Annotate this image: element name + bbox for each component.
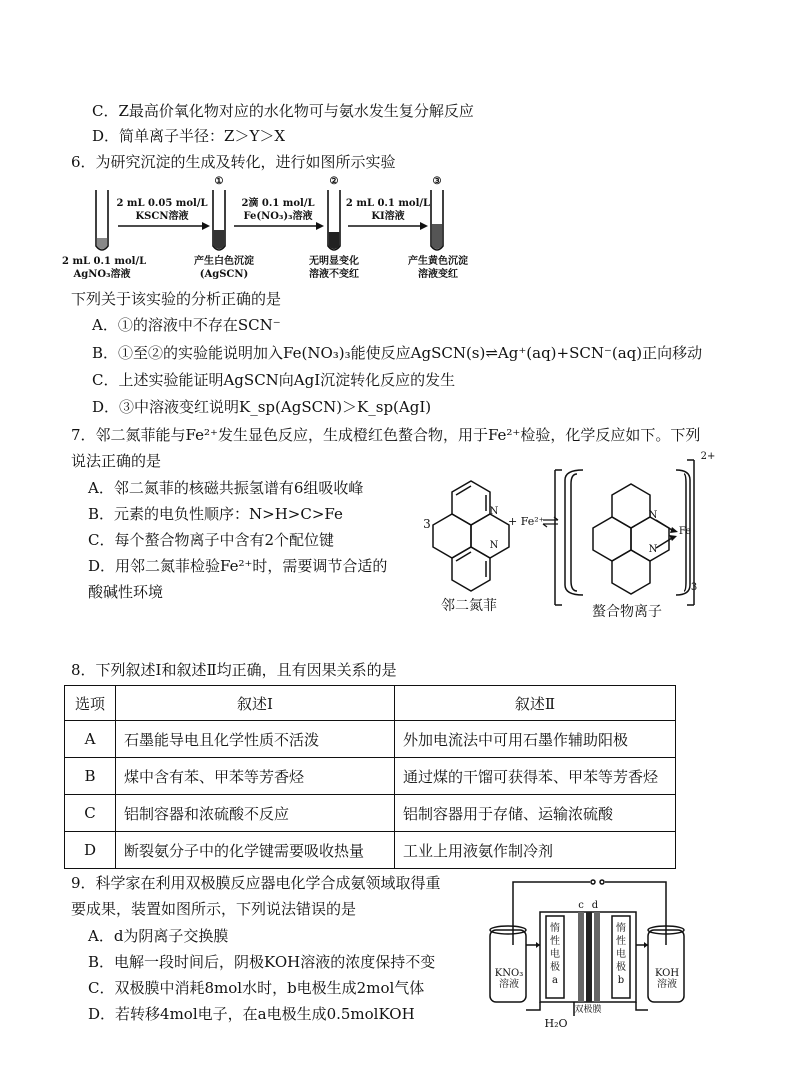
row-statement-2: 工业上用液氨作制冷剂 [395,832,676,869]
q5-option-c: C．Z最高价氧化物对应的水化物可与氨水发生复分解反应 [92,102,474,120]
arrow-1-label-2: KSCN溶液 [135,211,189,222]
q6-option-b: B．①至②的实验能说明加入Fe(NO₃)₃能使反应AgSCN(s)⇌Ag⁺(aq)+SCN⁻(aq)正向移动 [92,344,703,362]
q9-stem-2: 要成果，装置如图所示，下列说法错误的是 [71,900,357,918]
q7-option-c: C．每个螯合物离子中含有2个配位键 [88,531,335,549]
arrow-2-label-2: Fe(NO₃)₃溶液 [243,211,313,222]
row-statement-2: 通过煤的干馏可获得苯、甲苯等芳香烃 [395,758,676,795]
row-option: B [65,758,116,795]
tube-3-label-1: 产生黄色沉淀 [408,256,468,267]
row-statement-1: 断裂氨分子中的化学键需要吸收热量 [116,832,395,869]
row-option: A [65,721,116,758]
iron-center: Fe [678,526,692,537]
q6-question: 下列关于该实验的分析正确的是 [71,290,282,308]
right-tank-label: KOH溶液 [654,968,680,990]
row-statement-1: 煤中含有苯、甲苯等芳香烃 [116,758,395,795]
arrow-1-label-1: 2 mL 0.05 mol/L [116,198,208,209]
tube-3-number: ③ [432,176,442,187]
q6-stem: 6．为研究沉淀的生成及转化，进行如图所示实验 [71,153,396,171]
ring-number: 3 [423,517,431,531]
q7-stem-1: 7．邻二氮菲能与Fe²⁺发生显色反应，生成橙红色螯合物，用于Fe²⁺检验，化学反应如下。下列 [71,426,701,444]
q7-option-a: A．邻二氮菲的核磁共振氢谱有6组吸收峰 [88,479,364,497]
row-statement-2: 铝制容器用于存储、运输浓硫酸 [395,795,676,832]
n-atom-1: N [489,506,499,517]
row-option: D [65,832,116,869]
header-statement-1: 叙述Ⅰ [116,686,395,721]
complex-n-atom-2: N [648,544,658,555]
tube-1-label-2: (AgSCN) [199,269,249,280]
header-statement-2: 叙述Ⅱ [395,686,676,721]
electrode-a-label: 惰性电极a [550,923,560,986]
complex-n-atom-1: N [648,510,658,521]
row-statement-2: 外加电流法中可用石墨作辅助阳极 [395,721,676,758]
start-tube-label-1: 2 mL 0.1 mol/L [62,256,147,267]
q7-option-b: B．元素的电负性顺序：N>H>C>Fe [88,505,343,523]
q7-stem-2: 说法正确的是 [71,452,162,470]
q7-option-d-1: D．用邻二氮菲检验Fe²⁺时，需要调节合适的 [88,557,388,575]
tube-2-label-2: 溶液不变红 [309,269,359,280]
tube-2-number: ② [329,176,339,187]
arrow-3-label-2: KI溶液 [371,211,405,222]
q5-option-d: D．简单离子半径：Z＞Y＞X [92,127,286,145]
q9-option-d: D．若转移4mol电子，在a电极生成0.5molKOH [88,1005,415,1023]
membrane-c-label: c [578,900,584,911]
tube-1-label-1: 产生白色沉淀 [194,256,254,267]
tube-3-label-2: 溶液变红 [418,269,458,280]
membrane-d-label: d [591,900,599,911]
bipolar-membrane [578,912,600,1002]
left-tank-label: KNO₃溶液 [494,968,524,990]
q9-option-c: C．双极膜中消耗8mol水时，b电极生成2mol气体 [88,979,425,997]
q9-option-b: B．电解一段时间后，阴极KOH溶液的浓度保持不变 [88,953,436,971]
q6-option-c: C．上述实验能证明AgSCN向AgI沉淀转化反应的发生 [92,371,456,389]
q9-option-a: A．d为阴离子交换膜 [88,927,229,945]
n-atom-2: N [489,540,499,551]
complex-label: 螯合物离子 [592,604,662,620]
tube-2-label-1: 无明显变化 [309,256,359,267]
q7-option-d-2: 酸碱性环境 [88,583,164,601]
q9-stem-1: 9．科学家在利用双极膜反应器电化学合成氨领域取得重 [71,874,441,892]
q6-option-d: D．③中溶液变红说明K_sp(AgSCN)＞K_sp(AgI) [92,398,432,416]
plus-fe-ion: + Fe²⁺ [508,515,545,528]
q6-option-a: A．①的溶液中不存在SCN⁻ [92,316,281,334]
q8-stem: 8．下列叙述Ⅰ和叙述Ⅱ均正确，且有因果关系的是 [71,661,397,679]
row-statement-1: 铝制容器和浓硫酸不反应 [116,795,395,832]
arrow-3-label-1: 2 mL 0.1 mol/L [345,198,431,209]
tube-1-number: ① [214,176,224,187]
complex-subscript: 3 [690,582,698,593]
start-tube-label-2: AgNO₃溶液 [73,269,131,280]
membrane-label: 双极膜 [574,1005,602,1015]
complex-charge: 2+ [700,451,716,462]
phenanthroline-label: 邻二氮菲 [441,598,497,614]
electrode-b-label: 惰性电极b [616,923,626,986]
row-statement-1: 石墨能导电且化学性质不活泼 [116,721,395,758]
arrow-2-label-1: 2滴 0.1 mol/L [241,198,315,209]
water-label: H₂O [544,1017,568,1030]
row-option: C [65,795,116,832]
header-option: 选项 [65,686,116,721]
